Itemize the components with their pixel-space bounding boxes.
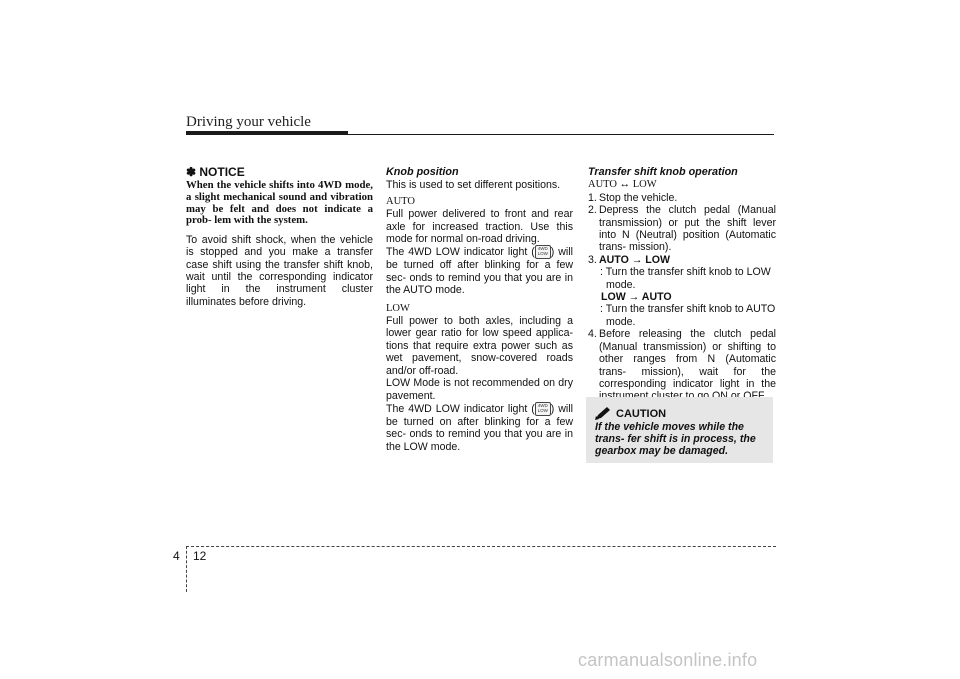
step-number: 2. [588,204,597,217]
step-text: Before releasing the clutch pedal (Manual transmission) or shifting to other ranges from N (Automatic trans- mission), wait for the corresponding indicator light in the [599,328,776,390]
list-item [588,192,776,204]
step-text: Depress the clutch pedal (Manual transmission) or put the shift lever into N (Neutral) position (Automatic trans- mission). [599,204,776,254]
header-rule-thin [186,134,774,135]
list-item [588,254,776,266]
icon-label-bottom: LOW [537,251,548,257]
4wd-low-indicator-icon [535,402,551,416]
auto-indicator-pre: The 4WD LOW indicator light ( [386,246,535,259]
auto-text: Full power delivered to front and rear axle for increased traction. Use this mode for normal on-road driving. [386,208,573,246]
auto-indicator-post: ) will be turned off after blinking for a few sec- onds to remind you that you are in the AUTO mode. [386,246,573,297]
low-indicator-post: ) will be turned on after blinking for a few sec- onds to remind you that you are in the LOW mode. [386,402,573,453]
caution-title: CAUTION [616,408,667,420]
icon-label-top: 4WD [537,402,548,408]
notice-title: ✽ NOTICE [186,165,245,179]
low-indicator-text [386,402,573,453]
step-number: 3. [588,253,597,266]
4wd-low-indicator-icon [535,245,551,259]
step-number: 4. [588,328,597,341]
low-text: Full power to both axles, including a lower gear ratio for low speed applica- tions that require extra power such as wet pavement, snow-covered roads and/or off-road. [386,315,573,377]
transfer-shift-heading: Transfer shift knob operation [588,166,738,178]
page-header-title: Driving your vehicle [186,114,311,130]
caution-box [586,397,773,463]
step-text: Stop the vehicle. [599,191,678,204]
column-notice [186,166,373,314]
pencil-icon [594,406,612,420]
step3-auto-low-detail: : Turn the transfer shift knob to LOW mode. [600,266,771,291]
caution-text: If the vehicle moves while the trans- fer shift is in process, the gearbox may be damaged. [595,421,756,457]
list-item [588,328,776,402]
auto-low-subhead: AUTO ↔ LOW [588,179,657,191]
icon-label-top: 4WD [537,246,548,252]
step3-low-auto-detail: : Turn the transfer shift knob to AUTO mode. [600,303,776,328]
footer-divider [186,546,187,592]
notice-body-text: To avoid shift shock, when the vehicle is stopped and you make a transfer case shift using the transfer shift knob, wait until the corresponding indicator light in the instrument cluster illuminates before driving. [186,233,373,308]
column-knob-position [386,166,573,459]
chapter-number: 4 [173,549,180,563]
list-item [588,204,776,254]
knob-position-heading: Knob position [386,166,459,178]
step-number: 1. [588,191,597,204]
low-note: LOW Mode is not recommended on dry pavement. [386,377,573,402]
low-label: LOW [386,302,410,314]
step3-low-auto-label: LOW → AUTO [601,291,672,304]
low-indicator-pre: The 4WD LOW indicator light ( [386,402,535,415]
watermark: carmanualsonline.info [578,650,758,670]
column-transfer-shift [588,166,776,403]
auto-indicator-text [386,245,573,296]
page-number: 12 [193,549,207,563]
notice-bold-text: When the vehicle shifts into 4WD mode, a slight mechanical sound and vibration may be felt and does not indicate a prob- lem with the system. [186,179,373,227]
icon-label-bottom: LOW [537,407,548,413]
auto-label: AUTO [386,195,415,207]
step-text: AUTO → LOW [599,253,671,266]
knob-position-intro: This is used to set different positions. [386,179,561,192]
footer-rule [186,546,776,547]
